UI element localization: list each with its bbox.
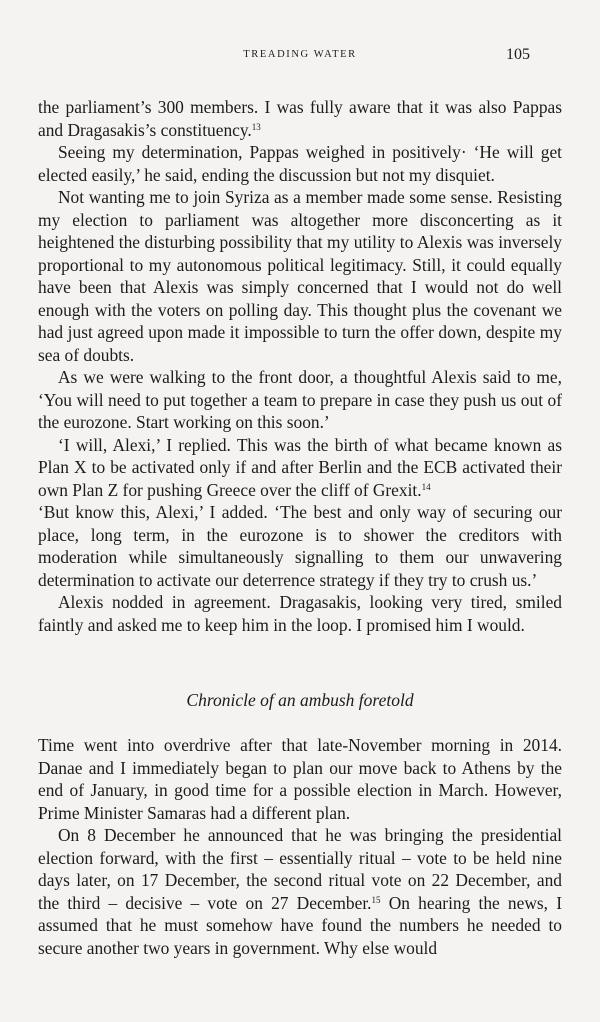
paragraph: As we were walking to the front door, a thoughtful Alexis said to me, ‘You will need to put together a team to prepare in case they push us out of the eurozone. Start working on this soon.’ xyxy=(38,367,562,432)
running-head xyxy=(0,46,600,66)
paragraph: On 8 December he announced that he was bringing the presidential election forward, with the first – essentially ritual – vote to be held nine days later, on 17 December, the second ritual vote on 22 December, and the third – decisive – vote on 27 December.$^{15}$ On hearing the news, I assumed that he must somehow have found the numbers he needed to secure another two years in government. Why else would xyxy=(38,825,562,958)
paragraph: ‘I will, Alexi,’ I replied. This was the birth of what became known as Plan X to be activated only if and after Berlin and the ECB activated their own Plan Z for pushing Greece over the cliff of Grexit.$^{14}$ xyxy=(38,434,562,500)
paragraph: ‘But know this, Alexi,’ I added. ‘The best and only way of securing our place, long term, in the eurozone is to shower the creditors with moderation while simultaneously signalling to them our unwavering determination to activate our deterrence strategy if they try to crush us.’ xyxy=(38,502,562,590)
paragraph: the parliament’s 300 members. I was fully aware that it was also Pappas and Dragasakis’s constituency.$^{13}$ xyxy=(38,97,562,140)
footnote-ref[interactable]: 13 xyxy=(251,121,261,132)
running-title: TREADING WATER xyxy=(243,49,357,60)
body-text-before-heading xyxy=(38,96,562,636)
page-number: 105 xyxy=(506,46,530,63)
paragraph: Not wanting me to join Syriza as a member made some sense. Resisting my election to parliament was altogether more disconcerting as it heightened the disturbing possibility that my utility to Alexis was inversely proportional to my autonomous political legitimacy. Still, it could equally have been that Alexis was simply concerned that I would not do well enough with the voters on polling day. This thought plus the covenant we had just agreed upon made it impossible to turn the offer down, despite my sea of doubts. xyxy=(38,187,562,365)
footnote-ref[interactable]: 15 xyxy=(371,894,381,905)
footnote-ref[interactable]: 14 xyxy=(421,481,431,492)
body-text-after-heading xyxy=(38,734,562,959)
section-heading: Chronicle of an ambush foretold xyxy=(186,690,414,710)
paragraph: Alexis nodded in agreement. Dragasakis, looking very tired, smiled faintly and asked me to keep him in the loop. I promised him I would. xyxy=(38,592,562,635)
paragraph: Time went into overdrive after that late-November morning in 2014. Danae and I immediately began to plan our move back to Athens by the end of January, in good time for a possible election in March. However, Prime Minister Samaras had a different plan. xyxy=(38,735,562,823)
paragraph: Seeing my determination, Pappas weighed in positively· ‘He will get elected easily,’ he said, ending the discussion but not my disquiet. xyxy=(38,142,562,185)
